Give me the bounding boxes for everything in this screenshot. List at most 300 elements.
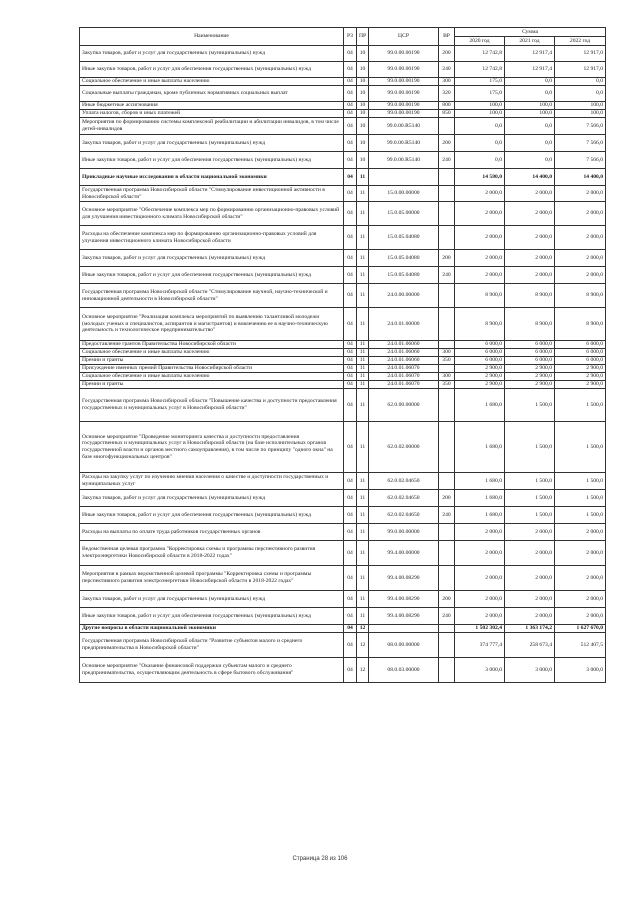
cell-2021: 1 500,0 (505, 507, 555, 524)
cell-csr: 08.0.03.00000 (369, 658, 439, 683)
cell-pr: 11 (357, 267, 369, 284)
cell-name: Иные закупки товаров, работ и услуг для обеспечения государственных (муниципальных) нужд (80, 608, 344, 625)
cell-2021: 100,0 (505, 102, 555, 110)
cell-rz: 04 (344, 135, 357, 152)
cell-2021: 0,0 (505, 86, 555, 102)
table-body (80, 46, 606, 683)
cell-vr (439, 625, 455, 633)
cell-pr: 11 (357, 357, 369, 365)
cell-rz: 04 (344, 118, 357, 135)
cell-name: Закупка товаров, работ и услуг для государственных (муниципальных) нужд (80, 591, 344, 608)
cell-2020: 1 680,0 (455, 507, 505, 524)
cell-2020: 1 680,0 (455, 422, 505, 473)
cell-csr: 99.0.00.R5140 (369, 135, 439, 152)
cell-2022: 2 000,0 (555, 267, 606, 284)
cell-rz: 04 (344, 524, 357, 541)
cell-2020: 175,0 (455, 86, 505, 102)
cell-name: Иные закупки товаров, работ и услуг для обеспечения государственных (муниципальных) нужд (80, 267, 344, 284)
table-row (80, 541, 606, 566)
cell-rz: 04 (344, 102, 357, 110)
cell-name: Государственная программа Новосибирской области "Повышение качества и доступности предоставления государственных и муниципальных услуг в Новосибирской области" (80, 389, 344, 422)
cell-2020: 6 000,0 (455, 357, 505, 365)
cell-2021: 8 900,0 (505, 308, 555, 341)
cell-rz: 04 (344, 341, 357, 349)
cell-2021: 0,0 (505, 135, 555, 152)
table-row (80, 381, 606, 389)
cell-name: Основное мероприятие "Проведение мониторинга качества и доступности предоставления государственных и муниципальных услуг в Новосибирской области (на базе исполнительных органов государственной власти и органов местного самоуправления), в том числе по принципу "одного окна" на базе многофункциональных центров" (80, 422, 344, 473)
table-row (80, 152, 606, 169)
cell-rz: 04 (344, 202, 357, 226)
cell-csr: 62.0.02.04650 (369, 473, 439, 490)
cell-2020: 2 000,0 (455, 226, 505, 250)
cell-name: Иные закупки товаров, работ и услуг для обеспечения государственных (муниципальных) нужд (80, 507, 344, 524)
cell-csr: 62.0.02.00000 (369, 422, 439, 473)
cell-vr (439, 284, 455, 308)
cell-pr: 11 (357, 202, 369, 226)
cell-2020: 2 000,0 (455, 524, 505, 541)
cell-name: Расходы на выплаты по оплате труда работников государственных органов (80, 524, 344, 541)
cell-2022: 1 500,0 (555, 422, 606, 473)
cell-rz: 04 (344, 608, 357, 625)
table-row (80, 169, 606, 186)
cell-csr: 99.4.00.08290 (369, 591, 439, 608)
cell-name: Иные закупки товаров, работ и услуг для обеспечения государственных (муниципальных) нужд (80, 152, 344, 169)
cell-pr: 11 (357, 226, 369, 250)
cell-pr: 11 (357, 490, 369, 507)
cell-name: Социальное обеспечение и иные выплаты населению (80, 78, 344, 86)
cell-2021: 1 500,0 (505, 389, 555, 422)
cell-csr: 99.4.00.08290 (369, 608, 439, 625)
cell-csr: 99.4.00.08290 (369, 566, 439, 591)
cell-2020: 175,0 (455, 78, 505, 86)
table-row (80, 422, 606, 473)
cell-pr: 11 (357, 365, 369, 373)
cell-name: Социальное обеспечение и иные выплаты населению (80, 373, 344, 381)
table-row (80, 365, 606, 373)
cell-2022: 12 917,0 (555, 46, 606, 62)
cell-2022: 2 900,0 (555, 373, 606, 381)
cell-name: Государственная программа Новосибирской области "Стимулирование научной, научно-технической и инновационной деятельности в Новосибирской области" (80, 284, 344, 308)
header-csr: ЦСР (369, 28, 439, 46)
cell-2021: 0,0 (505, 118, 555, 135)
cell-2020: 100,0 (455, 102, 505, 110)
cell-pr: 10 (357, 86, 369, 102)
cell-2020: 1 680,0 (455, 473, 505, 490)
cell-2021: 1 500,0 (505, 490, 555, 507)
cell-name: Закупка товаров, работ и услуг для государственных (муниципальных) нужд (80, 46, 344, 62)
cell-rz: 04 (344, 62, 357, 78)
cell-2020: 0,0 (455, 118, 505, 135)
cell-name: Основное мероприятие "Обеспечение комплекса мер по формированию организационно-правовых условий для улучшения инвестиционного климата Новосибирской области" (80, 202, 344, 226)
cell-rz: 04 (344, 633, 357, 658)
cell-name: Расходы на закупку услуг по изучению мнения населения о качестве и доступности государственных и муниципальных услуг (80, 473, 344, 490)
cell-2021: 258 673,4 (505, 633, 555, 658)
cell-2020: 3 000,0 (455, 658, 505, 683)
table-row (80, 389, 606, 422)
table-row (80, 591, 606, 608)
cell-vr (439, 422, 455, 473)
cell-2020: 8 900,0 (455, 284, 505, 308)
cell-2020: 14 580,0 (455, 169, 505, 186)
table-row (80, 250, 606, 267)
cell-vr: 240 (439, 267, 455, 284)
cell-2020: 12 742,8 (455, 62, 505, 78)
cell-vr: 200 (439, 490, 455, 507)
cell-2020: 2 000,0 (455, 202, 505, 226)
table-row (80, 625, 606, 633)
cell-csr: 99.0.00.00190 (369, 46, 439, 62)
cell-2020: 2 000,0 (455, 267, 505, 284)
cell-csr: 62.0.00.00000 (369, 389, 439, 422)
cell-pr: 11 (357, 308, 369, 341)
cell-2021: 2 000,0 (505, 202, 555, 226)
cell-vr: 300 (439, 78, 455, 86)
cell-2021: 6 000,0 (505, 357, 555, 365)
header-pr: ПР (357, 28, 369, 46)
table-row (80, 658, 606, 683)
cell-2021: 2 000,0 (505, 591, 555, 608)
cell-2021: 14 400,0 (505, 169, 555, 186)
cell-name: Социальные выплаты гражданам, кроме публичных нормативных социальных выплат (80, 86, 344, 102)
header-sum: Сумма (455, 28, 606, 37)
cell-pr: 11 (357, 524, 369, 541)
cell-2022: 2 000,0 (555, 250, 606, 267)
cell-rz: 04 (344, 86, 357, 102)
page-number: Страница 28 из 106 (292, 856, 348, 862)
cell-2021: 3 000,0 (505, 658, 555, 683)
cell-csr: 24.0.01.06070 (369, 373, 439, 381)
cell-csr: 15.0.05.04080 (369, 250, 439, 267)
cell-2022: 1 627 670,0 (555, 625, 606, 633)
cell-2022: 2 000,0 (555, 566, 606, 591)
cell-pr: 11 (357, 389, 369, 422)
cell-pr: 11 (357, 507, 369, 524)
cell-2022: 2 000,0 (555, 608, 606, 625)
cell-pr: 10 (357, 62, 369, 78)
table-row (80, 46, 606, 62)
cell-rz: 04 (344, 422, 357, 473)
cell-rz: 04 (344, 46, 357, 62)
cell-2022: 0,0 (555, 86, 606, 102)
cell-2021: 2 000,0 (505, 186, 555, 202)
cell-name: Государственная программа Новосибирской области "Стимулирование инвестиционной активности в Новосибирской области" (80, 186, 344, 202)
cell-2021: 2 000,0 (505, 566, 555, 591)
table-row (80, 524, 606, 541)
cell-csr: 99.0.00.00190 (369, 110, 439, 118)
cell-2022: 2 000,0 (555, 541, 606, 566)
cell-2021: 2 000,0 (505, 226, 555, 250)
cell-pr: 11 (357, 608, 369, 625)
cell-2020: 374 777,4 (455, 633, 505, 658)
cell-2022: 8 900,0 (555, 284, 606, 308)
cell-name: Премии и гранты (80, 357, 344, 365)
cell-vr: 200 (439, 250, 455, 267)
cell-vr (439, 633, 455, 658)
cell-2022: 2 000,0 (555, 202, 606, 226)
cell-2022: 1 500,0 (555, 507, 606, 524)
cell-rz: 04 (344, 308, 357, 341)
cell-csr: 99.0.00.00190 (369, 86, 439, 102)
cell-rz: 04 (344, 357, 357, 365)
cell-pr: 12 (357, 658, 369, 683)
cell-2020: 2 000,0 (455, 186, 505, 202)
cell-2020: 2 000,0 (455, 250, 505, 267)
cell-pr: 12 (357, 625, 369, 633)
cell-csr: 24.0.00.00000 (369, 284, 439, 308)
cell-2020: 2 000,0 (455, 566, 505, 591)
cell-2020: 8 900,0 (455, 308, 505, 341)
cell-2022: 512 407,5 (555, 633, 606, 658)
cell-pr: 10 (357, 78, 369, 86)
cell-2020: 2 900,0 (455, 373, 505, 381)
cell-name: Расходы на обеспечение комплекса мер по формированию организационно-правовых условий для улучшения инвестиционного климата Новосибирской области (80, 226, 344, 250)
cell-vr (439, 365, 455, 373)
cell-2022: 1 500,0 (555, 389, 606, 422)
cell-2022: 2 900,0 (555, 365, 606, 373)
cell-pr: 11 (357, 566, 369, 591)
cell-rz: 04 (344, 349, 357, 357)
cell-pr: 10 (357, 135, 369, 152)
cell-2022: 2 000,0 (555, 226, 606, 250)
cell-csr: 99.0.00.R5140 (369, 152, 439, 169)
table-row (80, 267, 606, 284)
cell-rz: 04 (344, 110, 357, 118)
table-row (80, 186, 606, 202)
cell-pr: 12 (357, 633, 369, 658)
cell-vr: 300 (439, 373, 455, 381)
cell-name: Уплата налогов, сборов и иных платежей (80, 110, 344, 118)
cell-csr: 24.0.01.06070 (369, 381, 439, 389)
cell-2021: 2 000,0 (505, 524, 555, 541)
cell-2020: 6 000,0 (455, 349, 505, 357)
table-row (80, 308, 606, 341)
cell-2020: 0,0 (455, 152, 505, 169)
table-row (80, 284, 606, 308)
table-row (80, 62, 606, 78)
cell-2022: 2 000,0 (555, 186, 606, 202)
cell-csr: 15.0.05.04080 (369, 226, 439, 250)
cell-pr: 11 (357, 381, 369, 389)
table-row (80, 608, 606, 625)
cell-2022: 7 566,0 (555, 135, 606, 152)
cell-vr: 300 (439, 349, 455, 357)
cell-csr: 24.0.01.00000 (369, 308, 439, 341)
cell-vr (439, 308, 455, 341)
table-row (80, 135, 606, 152)
cell-csr: 08.0.00.00000 (369, 633, 439, 658)
cell-rz: 04 (344, 490, 357, 507)
cell-2020: 0,0 (455, 135, 505, 152)
cell-vr: 850 (439, 110, 455, 118)
cell-csr: 24.0.01.06060 (369, 349, 439, 357)
cell-name: Мероприятия в рамках ведомственной целевой программы "Корректировка схемы и программы перспективного развития электроэнергетики Новосибирской области в 2018-2022 годах" (80, 566, 344, 591)
cell-vr (439, 524, 455, 541)
cell-rz: 04 (344, 267, 357, 284)
cell-2020: 1 502 302,4 (455, 625, 505, 633)
cell-vr: 200 (439, 46, 455, 62)
cell-csr: 24.0.01.06060 (369, 341, 439, 349)
cell-2021: 1 500,0 (505, 473, 555, 490)
cell-csr: 62.0.02.04650 (369, 490, 439, 507)
cell-vr: 800 (439, 102, 455, 110)
cell-pr: 10 (357, 152, 369, 169)
cell-2020: 2 000,0 (455, 608, 505, 625)
cell-2021: 6 000,0 (505, 349, 555, 357)
cell-2020: 6 000,0 (455, 341, 505, 349)
cell-vr (439, 541, 455, 566)
cell-rz: 04 (344, 591, 357, 608)
cell-2020: 2 000,0 (455, 591, 505, 608)
cell-2021: 100,0 (505, 110, 555, 118)
cell-rz: 04 (344, 381, 357, 389)
cell-2022: 2 900,0 (555, 381, 606, 389)
cell-name: Закупка товаров, работ и услуг для государственных (муниципальных) нужд (80, 135, 344, 152)
cell-csr (369, 169, 439, 186)
cell-name: Ведомственная целевая программа "Корректировка схемы и программы перспективного развития электроэнергетики Новосибирской области в 2018-2022 годах" (80, 541, 344, 566)
header-year-2020: 2020 год (455, 37, 505, 46)
cell-2021: 12 917,4 (505, 62, 555, 78)
cell-rz: 04 (344, 373, 357, 381)
cell-vr (439, 169, 455, 186)
cell-2022: 3 000,0 (555, 658, 606, 683)
cell-vr (439, 473, 455, 490)
cell-2022: 6 000,0 (555, 349, 606, 357)
cell-name: Основное мероприятие "Реализация комплекса мероприятий по выявлению талантливой молодежи (молодых ученых и специалистов, аспирантов и магистрантов) и вовлечению ее в научно-техническую деятельность и технологическое предпринимательство" (80, 308, 344, 341)
cell-2021: 1 500,0 (505, 422, 555, 473)
cell-2021: 0,0 (505, 152, 555, 169)
cell-name: Мероприятия по формированию системы комплексной реабилитации и абилитации инвалидов, в том числе детей-инвалидов (80, 118, 344, 135)
cell-name: Закупка товаров, работ и услуг для государственных (муниципальных) нужд (80, 250, 344, 267)
table-row (80, 357, 606, 365)
cell-csr: 99.4.00.00000 (369, 541, 439, 566)
cell-2022: 8 900,0 (555, 308, 606, 341)
cell-rz: 04 (344, 186, 357, 202)
cell-pr: 10 (357, 118, 369, 135)
cell-2021: 2 000,0 (505, 267, 555, 284)
cell-2022: 2 000,0 (555, 524, 606, 541)
cell-2022: 100,0 (555, 102, 606, 110)
header-name: Наименование (80, 28, 344, 46)
table-row (80, 86, 606, 102)
cell-pr: 11 (357, 541, 369, 566)
cell-pr: 10 (357, 102, 369, 110)
cell-pr: 11 (357, 422, 369, 473)
cell-2021: 8 900,0 (505, 284, 555, 308)
cell-2021: 2 900,0 (505, 365, 555, 373)
cell-2021: 2 900,0 (505, 373, 555, 381)
table-header (80, 28, 606, 46)
cell-rz: 04 (344, 226, 357, 250)
table-row (80, 102, 606, 110)
header-year-2022: 2022 год (555, 37, 606, 46)
cell-csr: 99.0.00.R5140 (369, 118, 439, 135)
cell-vr (439, 118, 455, 135)
cell-rz: 04 (344, 250, 357, 267)
cell-rz: 04 (344, 625, 357, 633)
cell-rz: 04 (344, 473, 357, 490)
cell-2021: 12 917,4 (505, 46, 555, 62)
cell-vr (439, 566, 455, 591)
cell-rz: 04 (344, 658, 357, 683)
cell-pr: 10 (357, 46, 369, 62)
cell-2020: 2 900,0 (455, 381, 505, 389)
table-row (80, 226, 606, 250)
cell-2022: 14 400,0 (555, 169, 606, 186)
cell-csr: 99.0.00.00190 (369, 102, 439, 110)
cell-csr: 24.0.01.06070 (369, 365, 439, 373)
table-row (80, 110, 606, 118)
cell-vr: 200 (439, 591, 455, 608)
cell-pr: 11 (357, 169, 369, 186)
cell-vr (439, 226, 455, 250)
table-row (80, 349, 606, 357)
cell-pr: 10 (357, 110, 369, 118)
cell-2022: 1 500,0 (555, 473, 606, 490)
cell-csr: 99.0.00.00190 (369, 62, 439, 78)
cell-rz: 04 (344, 389, 357, 422)
cell-2021: 2 000,0 (505, 608, 555, 625)
cell-2021: 2 000,0 (505, 541, 555, 566)
cell-csr: 99.0.00.00000 (369, 524, 439, 541)
cell-2021: 0,0 (505, 78, 555, 86)
cell-vr: 240 (439, 507, 455, 524)
cell-2022: 2 000,0 (555, 591, 606, 608)
cell-pr: 11 (357, 591, 369, 608)
cell-rz: 04 (344, 152, 357, 169)
cell-rz: 04 (344, 541, 357, 566)
cell-2020: 12 742,8 (455, 46, 505, 62)
cell-csr: 15.0.05.00000 (369, 202, 439, 226)
cell-name: Другие вопросы в области национальной экономики (80, 625, 344, 633)
table-row (80, 633, 606, 658)
cell-2022: 100,0 (555, 110, 606, 118)
cell-csr: 15.0.00.00000 (369, 186, 439, 202)
cell-name: Предоставление грантов Правительства Новосибирской области (80, 341, 344, 349)
table-row (80, 202, 606, 226)
cell-pr: 11 (357, 349, 369, 357)
cell-2022: 6 000,0 (555, 357, 606, 365)
cell-rz: 04 (344, 78, 357, 86)
cell-2022: 1 500,0 (555, 490, 606, 507)
table-row (80, 78, 606, 86)
cell-2022: 7 566,0 (555, 152, 606, 169)
cell-vr: 350 (439, 381, 455, 389)
cell-2020: 2 000,0 (455, 541, 505, 566)
cell-pr: 11 (357, 373, 369, 381)
cell-name: Закупка товаров, работ и услуг для государственных (муниципальных) нужд (80, 490, 344, 507)
cell-name: Иные бюджетные ассигнования (80, 102, 344, 110)
cell-csr: 62.0.02.04650 (369, 507, 439, 524)
cell-vr: 320 (439, 86, 455, 102)
table-row (80, 507, 606, 524)
table-row (80, 373, 606, 381)
cell-2022: 6 000,0 (555, 341, 606, 349)
header-vr: ВР (439, 28, 455, 46)
cell-csr (369, 625, 439, 633)
cell-2022: 12 917,0 (555, 62, 606, 78)
cell-vr (439, 389, 455, 422)
cell-csr: 24.0.01.06060 (369, 357, 439, 365)
cell-vr (439, 658, 455, 683)
table-row (80, 490, 606, 507)
cell-name: Премии и гранты (80, 381, 344, 389)
cell-name: Иные закупки товаров, работ и услуг для обеспечения государственных (муниципальных) нужд (80, 62, 344, 78)
cell-rz: 04 (344, 365, 357, 373)
cell-rz: 04 (344, 566, 357, 591)
cell-name: Государственная программа Новосибирской области "Развитие субъектов малого и среднего предпринимательства в Новосибирской области" (80, 633, 344, 658)
table-row (80, 473, 606, 490)
cell-pr: 11 (357, 250, 369, 267)
